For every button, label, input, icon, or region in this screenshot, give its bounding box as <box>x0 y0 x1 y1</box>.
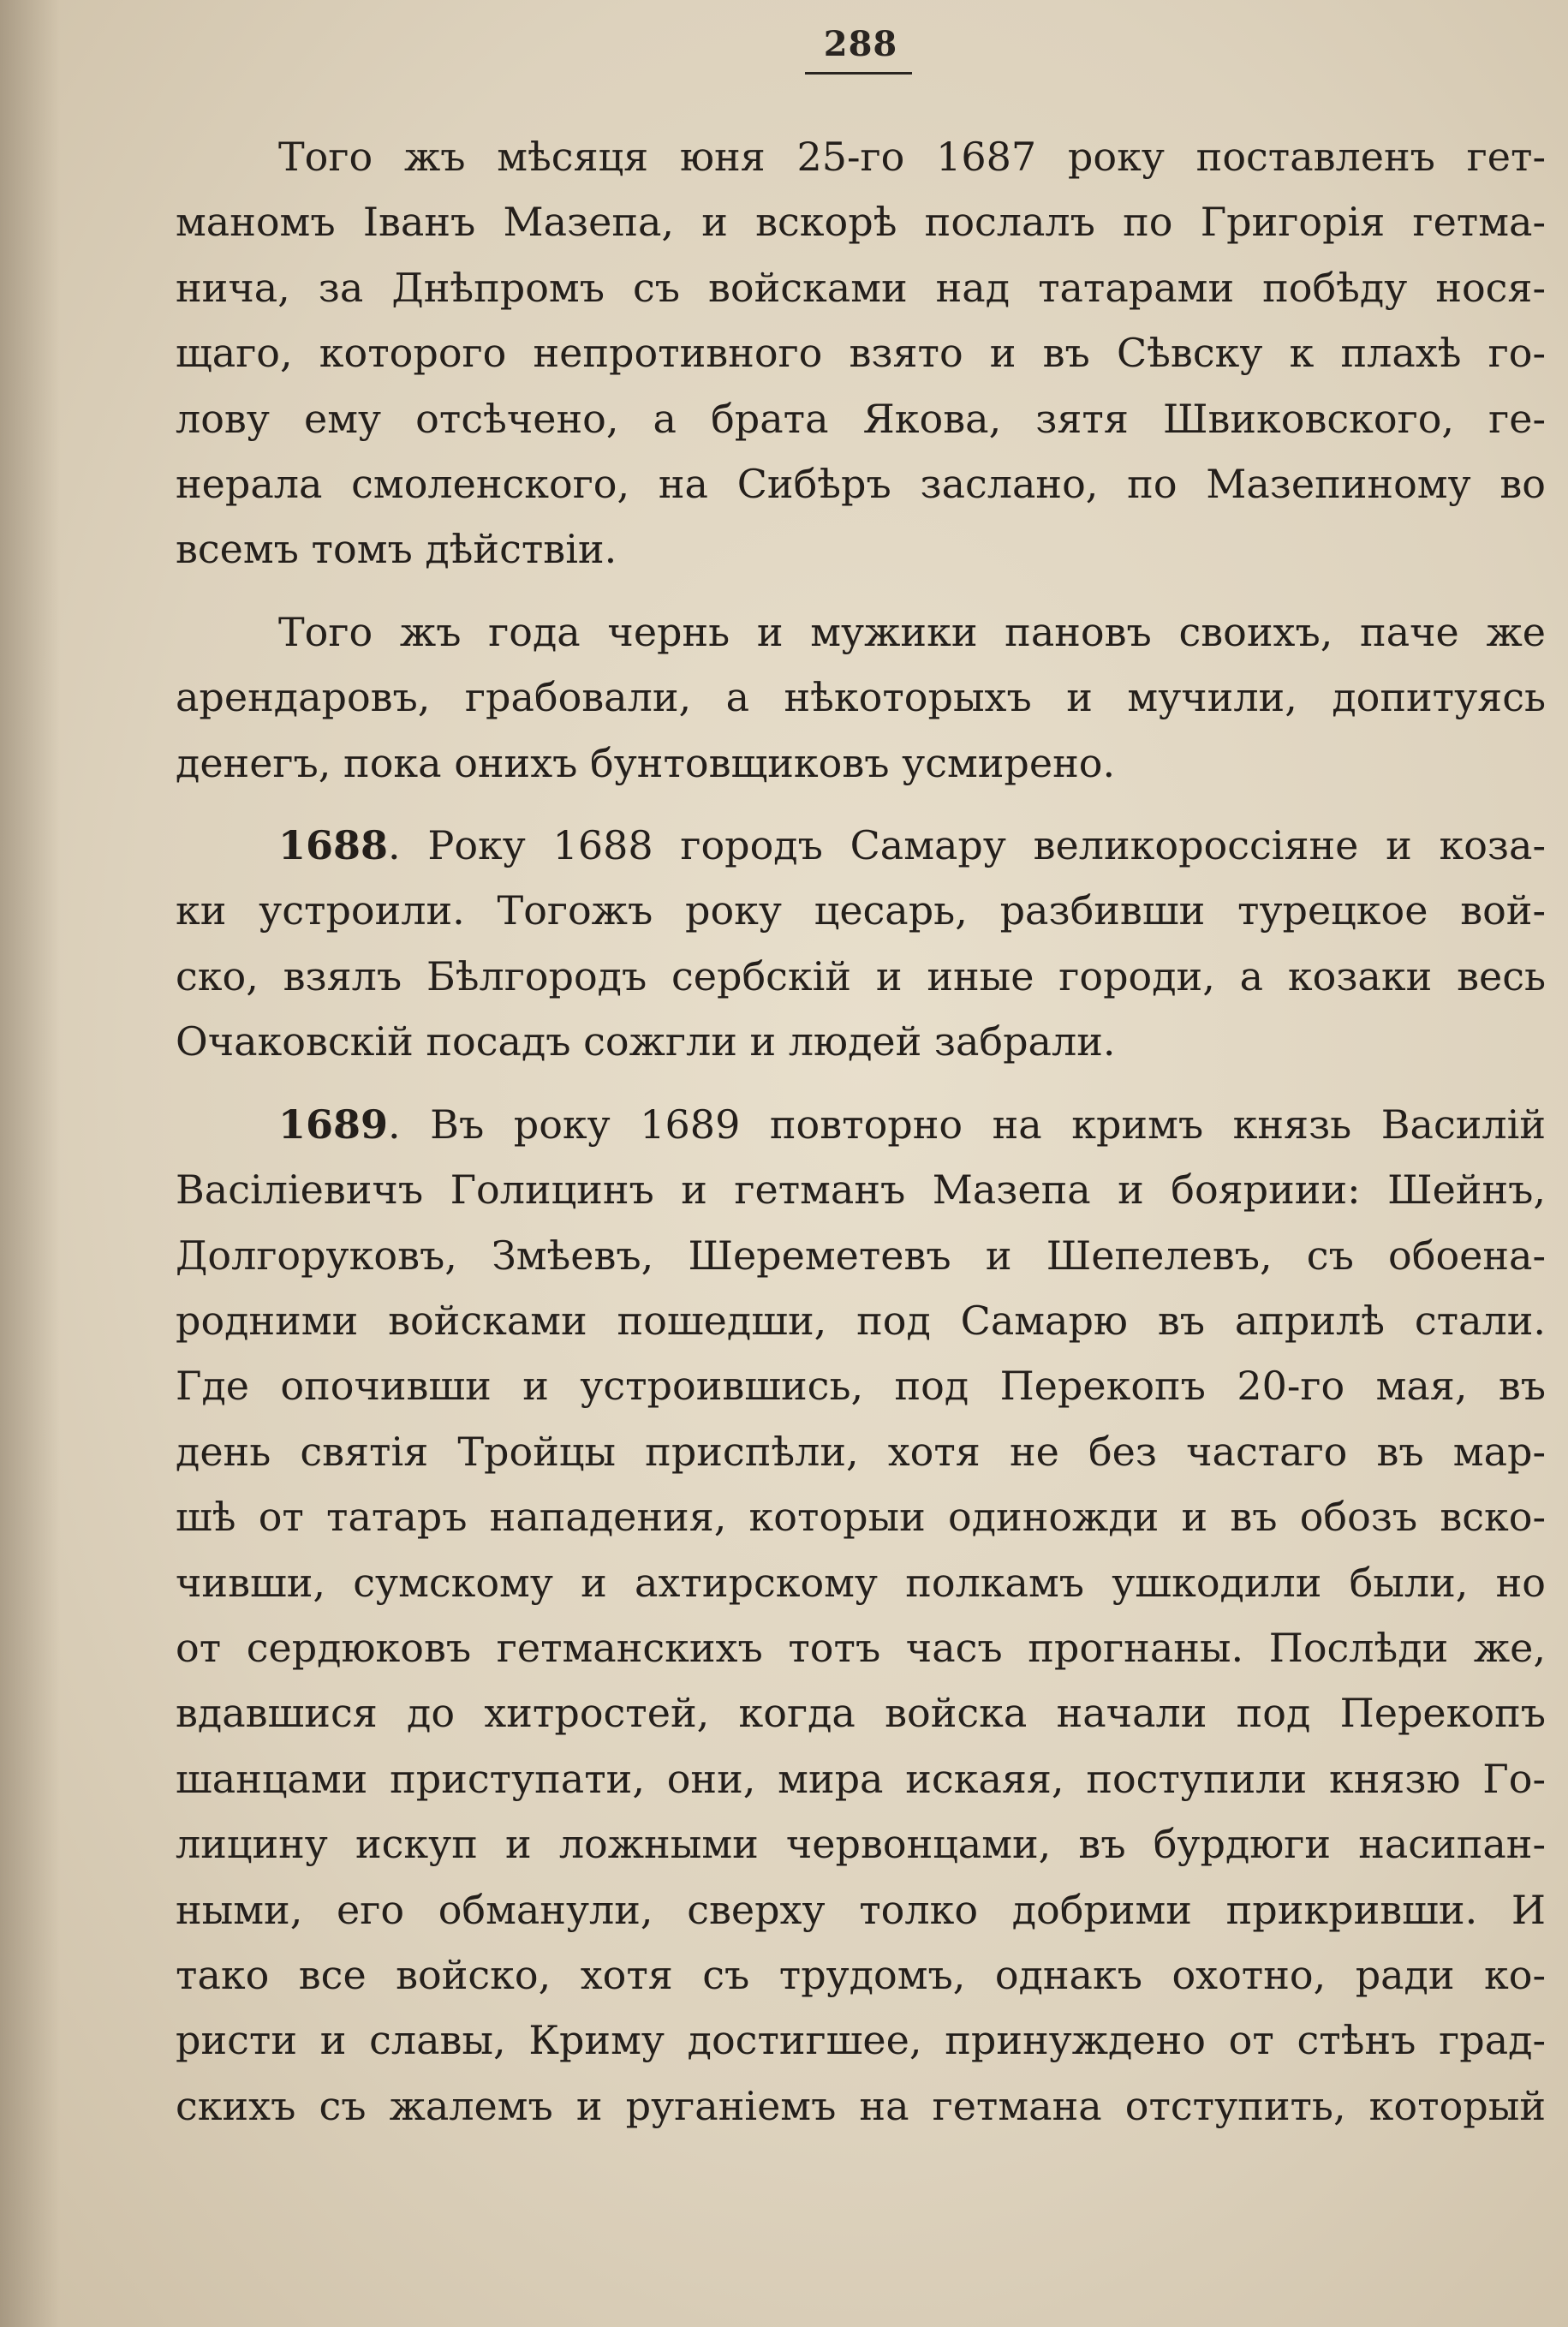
text-run: . Року 1688 городъ Самару великороссіяне и коза- <box>388 822 1546 869</box>
text-line: Долгоруковъ, Змѣевъ, Шереметевъ и Шепелевъ, съ обоена- <box>176 1232 1546 1279</box>
text-line: Васіліевичъ Голицинъ и гетманъ Мазепа и бояриии: Шейнъ, <box>176 1166 1546 1214</box>
text-line: арендаровъ, грабовали, а нѣкоторыхъ и мучили, допитуясь <box>176 674 1546 721</box>
text-line: Того жъ мѣсяця юня 25-го 1687 року поставленъ гет- <box>278 134 1546 180</box>
page-number-underline <box>805 72 912 75</box>
paragraph-1689 <box>176 1092 1546 2139</box>
text-line: лову ему отсѣчено, а брата Якова, зятя Швиковского, ге- <box>176 395 1546 442</box>
text-line: день святія Тройцы приспѣли, хотя не без частаго въ мар- <box>176 1428 1546 1475</box>
text-line: родними войсками пошедши, под Самарю въ априлѣ стали. <box>176 1297 1546 1344</box>
paragraph-1688 <box>176 813 1546 1075</box>
text-line: шѣ от татаръ нападения, которыи одиножди и въ обозъ вско- <box>176 1494 1546 1541</box>
text-line: ристи и славы, Криму достигшее, принуждено от стѣнъ град- <box>176 2017 1546 2064</box>
text-line: нича, за Днѣпромъ съ войсками над татарами побѣду нося- <box>176 264 1546 311</box>
gutter-shadow <box>0 0 60 2327</box>
text-run: . Въ року 1689 повторно на кримъ князь Василій <box>388 1101 1546 1148</box>
page-number: 288 <box>823 24 898 64</box>
text-line: ными, его обманули, сверху толко добрими прикривши. И <box>176 1886 1546 1933</box>
text-line: от сердюковъ гетманскихъ тотъ часъ прогнаны. Послѣди же, <box>176 1624 1546 1671</box>
text-line: тако все войско, хотя съ трудомъ, однакъ охотно, ради ко- <box>176 1951 1546 1998</box>
text-line: Того жъ года чернь и мужики пановъ своихъ, паче же <box>278 608 1546 655</box>
text-line: ско, взялъ Бѣлгородъ сербскій и иные городи, а козаки весь <box>176 952 1546 999</box>
text-line: всемъ томъ дѣйствіи. <box>176 526 617 573</box>
page-body <box>176 124 1546 2156</box>
text-line: чивши, сумскому и ахтирскому полкамъ ушкодили были, но <box>176 1559 1546 1606</box>
text-line: маномъ Іванъ Мазепа, и вскорѣ послалъ по Григорія гетма- <box>176 199 1546 246</box>
text-line <box>176 1092 1546 1157</box>
text-line: нерала смоленского, на Сибѣръ заслано, по Мазепиному во <box>176 461 1546 508</box>
text-line: ки устроили. Тогожъ року цесарь, разбивши турецкое вой- <box>176 887 1546 934</box>
paragraph-2 <box>176 600 1546 796</box>
text-line: шанцами приступати, они, мира искаяя, поступили князю Го- <box>176 1755 1546 1802</box>
year-heading: 1689 <box>278 1101 389 1148</box>
year-heading: 1688 <box>278 822 389 869</box>
text-line: денегъ, пока онихъ бунтовщиковъ усмирено. <box>176 739 1116 786</box>
text-line: вдавшися до хитростей, когда войска начали под Перекопъ <box>176 1690 1546 1737</box>
text-line: лицину искуп и ложными червонцами, въ бурдюги насипан- <box>176 1821 1546 1868</box>
text-line: скихъ съ жалемъ и руганіемъ на гетмана отступить, который <box>176 2082 1546 2129</box>
paragraph-1 <box>176 124 1546 582</box>
text-line: Где опочивши и устроившись, под Перекопъ 20-го мая, въ <box>176 1363 1546 1410</box>
text-line <box>176 813 1546 878</box>
text-line: щаго, которого непротивного взято и въ Сѣвску к плахѣ го- <box>176 330 1546 377</box>
text-line: Очаковскій посадъ сожгли и людей забрали. <box>176 1018 1116 1065</box>
